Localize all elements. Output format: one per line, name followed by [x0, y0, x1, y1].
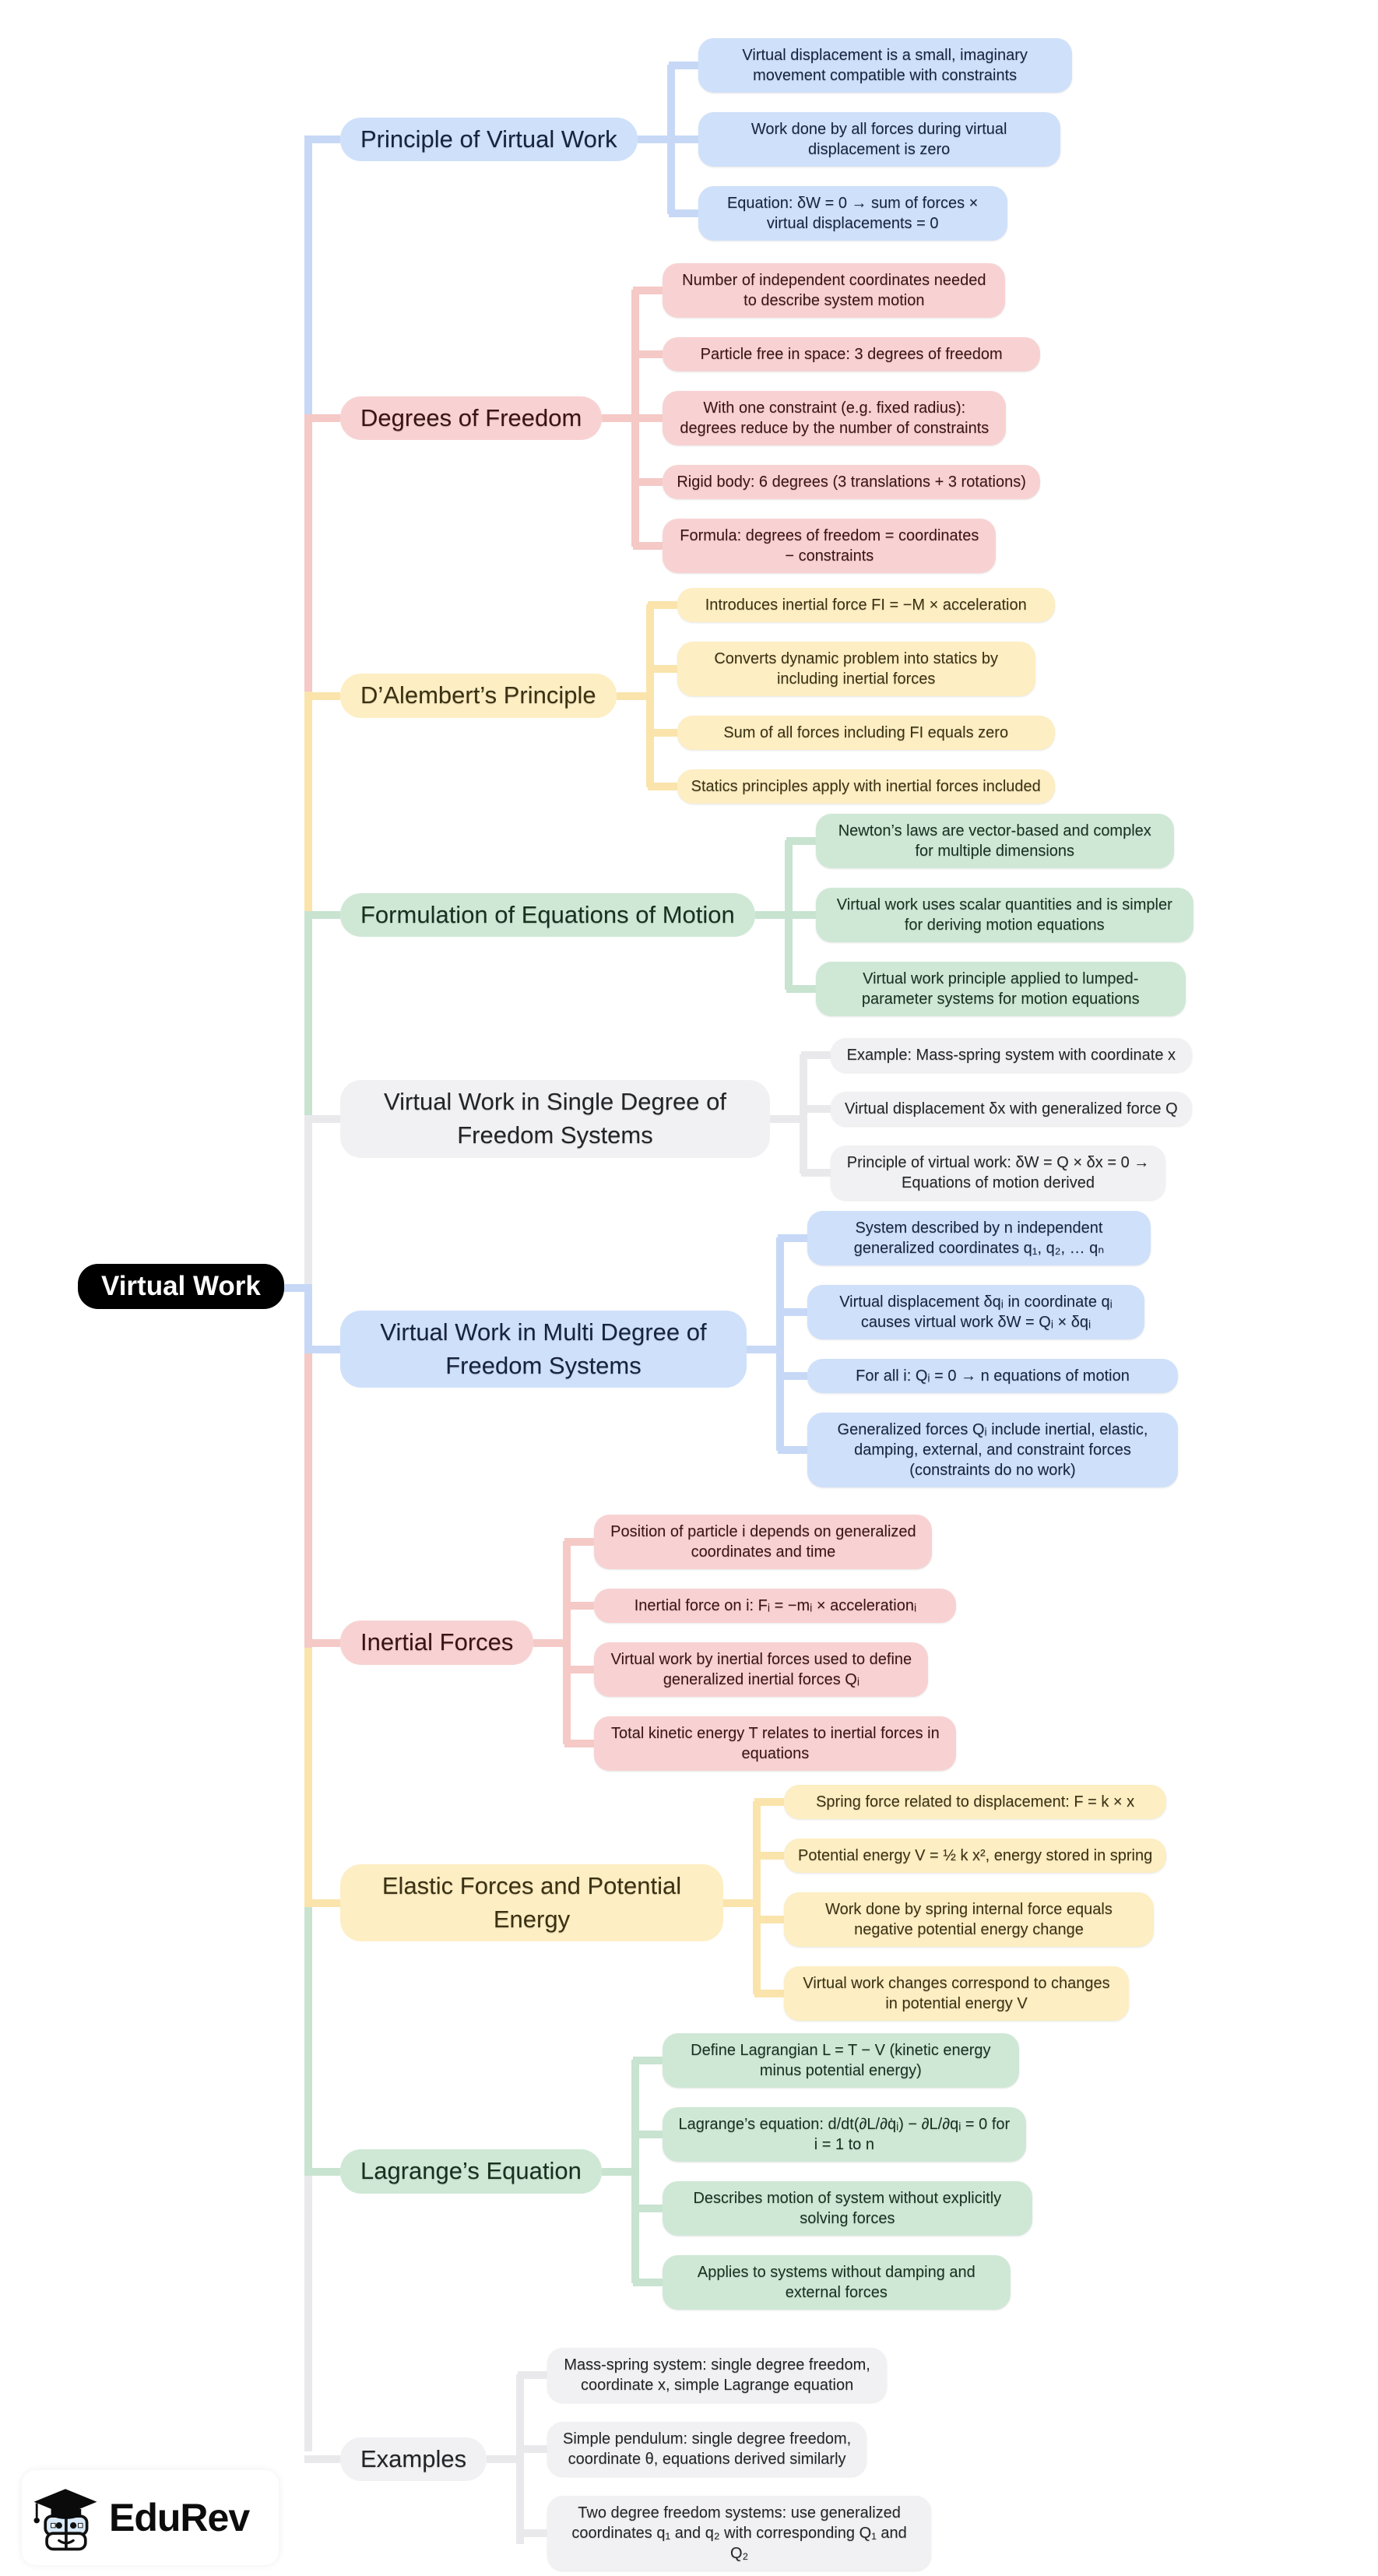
central-topic-node: Virtual Work [78, 1264, 284, 1309]
leaf-node: Principle of virtual work: δW = Q × δx = 0 → Equations of motion derived [831, 1145, 1165, 1200]
leaf-node: Two degree freedom systems: use generalized coordinates q₁ and q₂ with corresponding Q₁ and Q₂ [547, 2496, 931, 2571]
branch-title-inertial-forces: Inertial Forces [340, 1621, 533, 1665]
leaf-node: Mass-spring system: single degree freedom, coordinate x, simple Lagrange equation [547, 2348, 887, 2402]
leaf-node: With one constraint (e.g. fixed radius): degrees reduce by the number of constraints [663, 391, 1006, 445]
trunk-segment [304, 692, 312, 917]
leaf-node: Inertial force on i: Fᵢ = −mᵢ × accelerationᵢ [594, 1589, 956, 1623]
leaf-node: For all i: Qᵢ = 0 → n equations of motion [807, 1359, 1178, 1393]
leaf-node: Spring force related to displacement: F = k × x [784, 1785, 1166, 1819]
leaf-node: Particle free in space: 3 degrees of freedom [663, 337, 1040, 371]
branch-title-degrees-of-freedom: Degrees of Freedom [340, 396, 602, 441]
branch-principle-of-virtual-work [340, 38, 1072, 241]
trunk-segment [304, 417, 312, 692]
graduation-cap-book-icon [30, 2482, 101, 2553]
edurev-logo [22, 2470, 279, 2565]
branch-title-examples: Examples [340, 2437, 487, 2482]
leaf-node: Total kinetic energy T relates to inertial forces in equations [594, 1716, 956, 1771]
leaf-node: System described by n independent generalized coordinates q₁, q₂, … qₙ [807, 1211, 1151, 1265]
branch-title-virtual-work-single-dof: Virtual Work in Single Degree of Freedom Systems [340, 1080, 770, 1158]
leaf-node: Introduces inertial force FI = −M × acceleration [677, 588, 1055, 622]
leaf-node: Equation: δW = 0 → sum of forces × virtual displacements = 0 [698, 186, 1007, 241]
leaf-node: Rigid body: 6 degrees (3 translations + 3 rotations) [663, 465, 1040, 499]
leaf-node: Virtual work changes correspond to changes in potential energy V [784, 1966, 1129, 2021]
branch-title-lagranges-equation: Lagrange’s Equation [340, 2149, 602, 2194]
leaf-node: Virtual work by inertial forces used to define generalized inertial forces Qᵢ [594, 1642, 928, 1697]
leaf-node: Sum of all forces including FI equals zero [677, 716, 1055, 750]
branch-leaves-principle-of-virtual-work [698, 38, 1072, 241]
edurev-logo-text: EduRev [109, 2496, 250, 2539]
trunk-segment [304, 1288, 312, 1351]
branch-virtual-work-single-dof [340, 1038, 1192, 1200]
trunk-segment [304, 2175, 312, 2451]
branch-title-elastic-forces-and-potential-energy: Elastic Forces and Potential Energy [340, 1864, 723, 1942]
leaf-node: Potential energy V = ½ k x², energy stored in spring [784, 1839, 1166, 1873]
branch-formulation-of-equations-of-motion [340, 814, 1193, 1016]
branch-leaves-lagranges-equation [663, 2033, 1032, 2310]
leaf-node: Virtual displacement is a small, imaginary movement compatible with constraints [698, 38, 1072, 93]
leaf-node: Newton’s laws are vector-based and complex for multiple dimensions [816, 814, 1174, 868]
branch-leaves-virtual-work-multi-dof [807, 1211, 1178, 1487]
branch-title-virtual-work-multi-dof: Virtual Work in Multi Degree of Freedom Systems [340, 1311, 747, 1388]
branch-degrees-of-freedom [340, 263, 1040, 573]
leaf-node: Formula: degrees of freedom = coordinates − constraints [663, 519, 996, 573]
branch-title-formulation-of-equations-of-motion: Formulation of Equations of Motion [340, 893, 755, 938]
branch-dalemberts-principle [340, 588, 1055, 804]
trunk-segment [304, 917, 312, 1117]
branch-leaves-degrees-of-freedom [663, 263, 1040, 573]
leaf-node: Describes motion of system without explicitly solving forces [663, 2181, 1032, 2236]
branch-title-principle-of-virtual-work: Principle of Virtual Work [340, 118, 638, 162]
branch-leaves-formulation-of-equations-of-motion [816, 814, 1193, 1016]
leaf-node: Simple pendulum: single degree freedom, coordinate θ, equations derived similarly [547, 2422, 867, 2476]
leaf-node: Example: Mass-spring system with coordinate x [831, 1038, 1192, 1072]
branch-title-dalemberts-principle: D’Alembert’s Principle [340, 674, 617, 718]
leaf-node: Lagrange’s equation: d/dt(∂L/∂q̇ᵢ) − ∂L/∂qᵢ = 0 for i = 1 to n [663, 2107, 1026, 2162]
trunk-segment [304, 1117, 312, 1288]
leaf-node: Define Lagrangian L = T − V (kinetic energy minus potential energy) [663, 2033, 1019, 2088]
trunk-segment [304, 1648, 312, 1902]
branch-leaves-examples [547, 2348, 931, 2571]
leaf-node: Virtual displacement δqᵢ in coordinate qᵢ causes virtual work δW = Qᵢ × δqᵢ [807, 1285, 1144, 1339]
leaf-node: Generalized forces Qᵢ include inertial, elastic, damping, external, and constraint forces (constraints do no work) [807, 1413, 1178, 1487]
trunk-segment [304, 142, 312, 417]
branch-leaves-inertial-forces [594, 1515, 956, 1771]
branch-leaves-elastic-forces-and-potential-energy [784, 1785, 1166, 2021]
leaf-node: Virtual work principle applied to lumped-parameter systems for motion equations [816, 962, 1186, 1016]
branch-virtual-work-multi-dof [340, 1211, 1178, 1487]
branch-leaves-dalemberts-principle [677, 588, 1055, 804]
branch-examples [340, 2348, 931, 2571]
leaf-node: Work done by all forces during virtual displacement is zero [698, 112, 1060, 167]
trunk-segment [304, 1351, 312, 1648]
trunk-segment [304, 1902, 312, 2175]
branch-leaves-virtual-work-single-dof [831, 1038, 1192, 1200]
leaf-node: Applies to systems without damping and external forces [663, 2255, 1011, 2310]
leaf-node: Work done by spring internal force equals negative potential energy change [784, 1892, 1154, 1947]
branch-inertial-forces [340, 1515, 956, 1771]
leaf-node: Statics principles apply with inertial forces included [677, 769, 1055, 804]
leaf-node: Converts dynamic problem into statics by including inertial forces [677, 642, 1035, 696]
leaf-node: Virtual work uses scalar quantities and is simpler for deriving motion equations [816, 888, 1193, 942]
leaf-node: Virtual displacement δx with generalized force Q [831, 1092, 1192, 1126]
leaf-node: Position of particle i depends on generalized coordinates and time [594, 1515, 932, 1569]
branch-lagranges-equation [340, 2033, 1032, 2310]
branch-elastic-forces-and-potential-energy [340, 1785, 1166, 2021]
leaf-node: Number of independent coordinates needed to describe system motion [663, 263, 1005, 318]
